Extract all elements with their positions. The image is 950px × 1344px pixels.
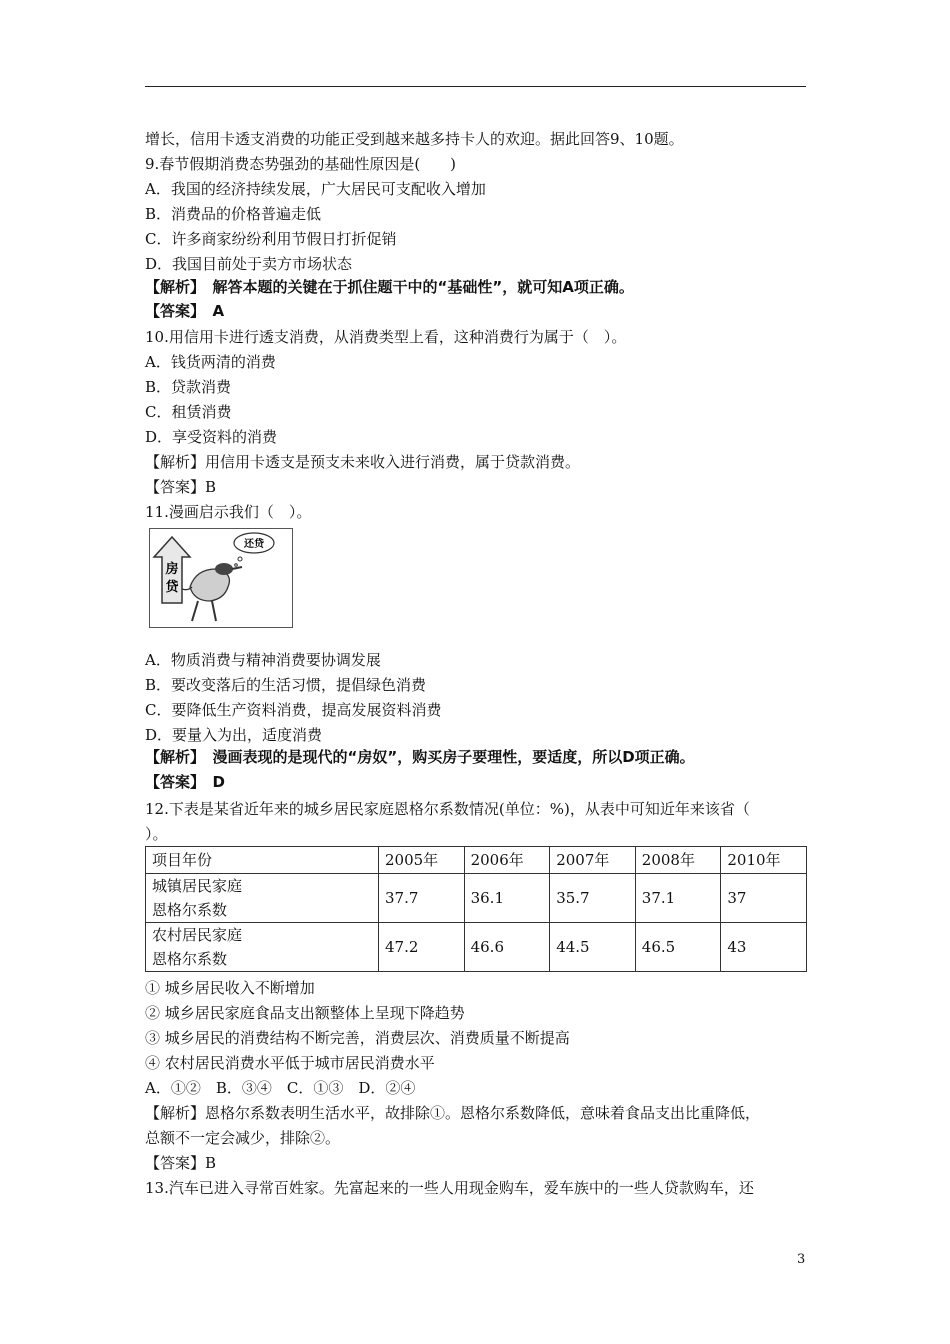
- table-cell: 35.7: [550, 874, 636, 923]
- question-10: 10.用信用卡进行透支消费，从消费类型上看，这种消费行为属于（ ）。: [145, 328, 627, 346]
- question-13: 13.汽车已进入寻常百姓家。先富起来的一些人用现金购车，爱车族中的一些人贷款购车，还: [145, 1179, 754, 1197]
- analysis: 【解析】 解答本题的关键在于抓住题干中的“基础性”，就可知A项正确。: [145, 278, 634, 296]
- table-cell: 44.5: [550, 923, 636, 972]
- analysis: 【解析】用信用卡透支是预支未来收入进行消费，属于贷款消费。: [145, 453, 581, 471]
- person-legs: [192, 601, 216, 621]
- table-header-cell: 2007年: [550, 847, 636, 874]
- table-cell: 43: [721, 923, 807, 972]
- header-rule: [145, 86, 806, 87]
- option-a: A．我国的经济持续发展，广大居民可支配收入增加: [145, 180, 486, 198]
- question-12-cont: ）。: [145, 825, 168, 843]
- answer: 【答案】 D: [145, 773, 225, 791]
- house-label-1: 房: [165, 562, 179, 577]
- table-header-cell: 2006年: [464, 847, 550, 874]
- table-cell: 47.2: [379, 923, 465, 972]
- answer: 【答案】 A: [145, 302, 225, 320]
- engel-coefficient-table: [145, 846, 807, 972]
- statement-2: ② 城乡居民家庭食品支出额整体上呈现下降趋势: [145, 1004, 465, 1022]
- table-cell: 46.6: [464, 923, 550, 972]
- bubble-dot: [235, 564, 238, 567]
- person-head: [215, 563, 233, 575]
- cartoon-drawing: [150, 529, 292, 627]
- row-label-line: 恩格尔系数: [152, 901, 228, 919]
- cartoon-image: [149, 528, 293, 628]
- table-header-cell: 2010年: [721, 847, 807, 874]
- table-cell: 37.1: [635, 874, 721, 923]
- table-header-cell: 2005年: [379, 847, 465, 874]
- option-c: C．要降低生产资料消费，提高发展资料消费: [145, 701, 442, 719]
- table-row: [146, 923, 807, 972]
- row-label: [146, 874, 379, 923]
- table-cell: 37: [721, 874, 807, 923]
- row-label: [146, 923, 379, 972]
- page-number: 3: [797, 1252, 806, 1267]
- text-line: 增长，信用卡透支消费的功能正受到越来越多持卡人的欢迎。据此回答9、10题。: [145, 130, 684, 148]
- table-cell: 36.1: [464, 874, 550, 923]
- answer: 【答案】B: [145, 1154, 217, 1172]
- options-row: A．①② B．③④ C．①③ D．②④: [145, 1079, 416, 1097]
- statement-3: ③ 城乡居民的消费结构不断完善，消费层次、消费质量不断提高: [145, 1029, 570, 1047]
- question-9: 9.春节假期消费态势强劲的基础性原因是( ): [145, 155, 457, 173]
- option-b: B．要改变落后的生活习惯，提倡绿色消费: [145, 676, 427, 694]
- house-label-2: 贷: [165, 580, 179, 595]
- analysis-cont: 总额不一定会减少，排除②。: [145, 1129, 341, 1147]
- analysis: 【解析】 漫画表现的是现代的“房奴”，购买房子要理性，要适度，所以D项正确。: [145, 748, 695, 766]
- statement-4: ④ 农村居民消费水平低于城市居民消费水平: [145, 1054, 435, 1072]
- table-row: [146, 874, 807, 923]
- table-cell: 46.5: [635, 923, 721, 972]
- row-label-line: 农村居民家庭: [152, 926, 243, 944]
- analysis: 【解析】恩格尔系数表明生活水平，故排除①。恩格尔系数降低，意味着食品支出比重降低，: [145, 1104, 761, 1122]
- option-d: D．我国目前处于卖方市场状态: [145, 255, 353, 273]
- bubble-dot: [238, 557, 242, 561]
- question-12: 12.下表是某省近年来的城乡居民家庭恩格尔系数情况(单位：%)，从表中可知近年来该省（: [145, 800, 750, 818]
- option-c: C．租赁消费: [145, 403, 232, 421]
- bubble-text: 还贷: [244, 539, 264, 550]
- option-d: D．要量入为出，适度消费: [145, 726, 323, 744]
- statement-1: ① 城乡居民收入不断增加: [145, 979, 315, 997]
- option-c: C．许多商家纷纷利用节假日打折促销: [145, 230, 397, 248]
- option-b: B．消费品的价格普遍走低: [145, 205, 322, 223]
- row-label-line: 城镇居民家庭: [152, 877, 243, 895]
- question-11: 11.漫画启示我们（ ）。: [145, 503, 312, 521]
- person-arm: [232, 567, 242, 569]
- answer: 【答案】B: [145, 478, 217, 496]
- table-header-row: [146, 847, 807, 874]
- option-a: A．物质消费与精神消费要协调发展: [145, 651, 381, 669]
- option-d: D．享受资料的消费: [145, 428, 278, 446]
- table-header-cell: 2008年: [635, 847, 721, 874]
- table-header-cell: 项目年份: [146, 847, 379, 874]
- option-a: A．钱货两清的消费: [145, 353, 276, 371]
- row-label-line: 恩格尔系数: [152, 950, 228, 968]
- option-b: B．贷款消费: [145, 378, 232, 396]
- table-cell: 37.7: [379, 874, 465, 923]
